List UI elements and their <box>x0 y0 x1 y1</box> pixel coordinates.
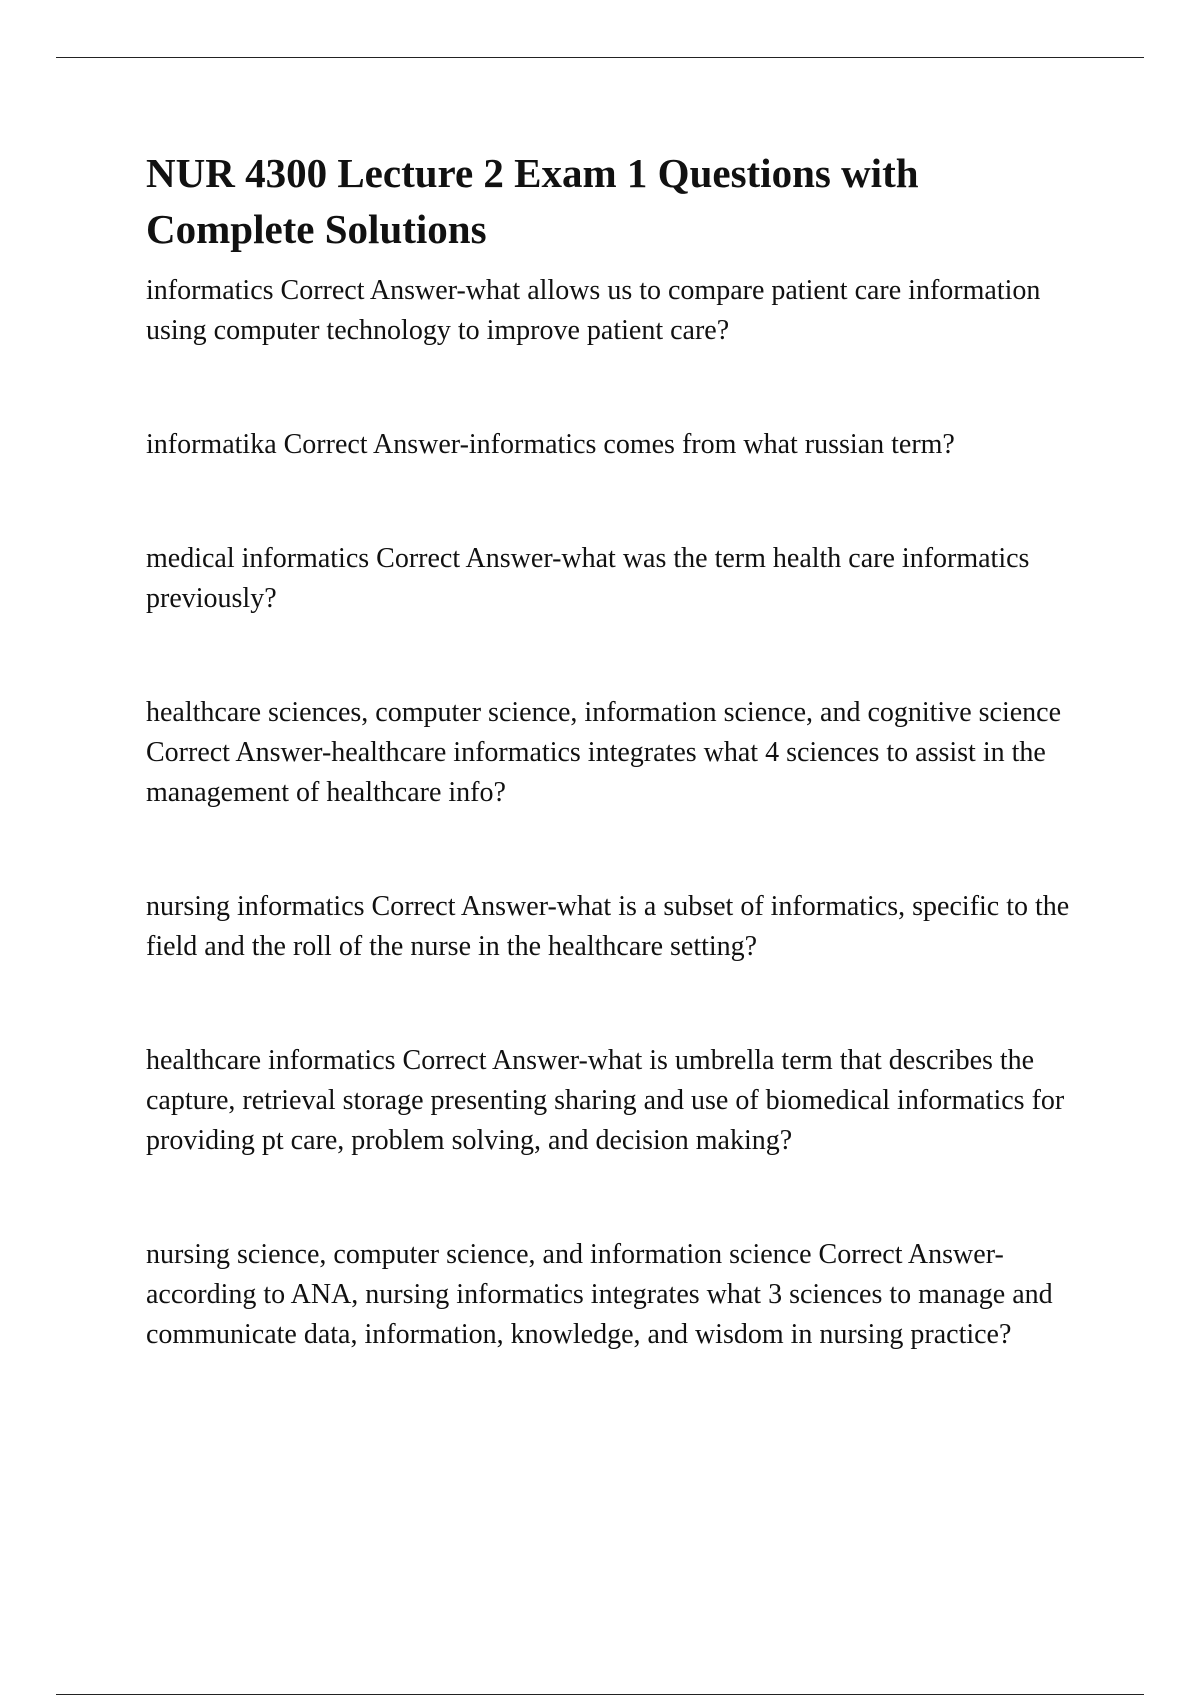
qa-item-5: nursing informatics Correct Answer-what is a subset of informatics, specific to the field and the roll of the nurse in the healthcare setting? <box>146 891 1070 962</box>
document-body <box>146 145 1096 1355</box>
qa-item-1: informatics Correct Answer-what allows us to compare patient care information using computer technology to improve patient care? <box>146 275 1041 346</box>
bottom-divider <box>56 1694 1144 1695</box>
qa-item-3: medical informatics Correct Answer-what was the term health care informatics previously? <box>146 543 1030 614</box>
qa-item-6: healthcare informatics Correct Answer-what is umbrella term that describes the capture, retrieval storage presenting sharing and use of biomedical informatics for providing pt care, problem solving, and decision making? <box>146 1045 1065 1156</box>
qa-item-7: nursing science, computer science, and information science Correct Answer-according to ANA, nursing informatics integrates what 3 sciences to manage and communicate data, information, knowledge, and wisdom in nursing practice? <box>146 1239 1053 1350</box>
top-divider <box>56 57 1144 58</box>
qa-item-4: healthcare sciences, computer science, information science, and cognitive science Correct Answer-healthcare informatics integrates what 4 sciences to assist in the management of healthcare info? <box>146 697 1062 808</box>
qa-item-2: informatika Correct Answer-informatics comes from what russian term? <box>146 429 955 460</box>
qa-list <box>146 271 1096 1355</box>
document-title: NUR 4300 Lecture 2 Exam 1 Questions with Complete Solutions <box>146 150 919 252</box>
